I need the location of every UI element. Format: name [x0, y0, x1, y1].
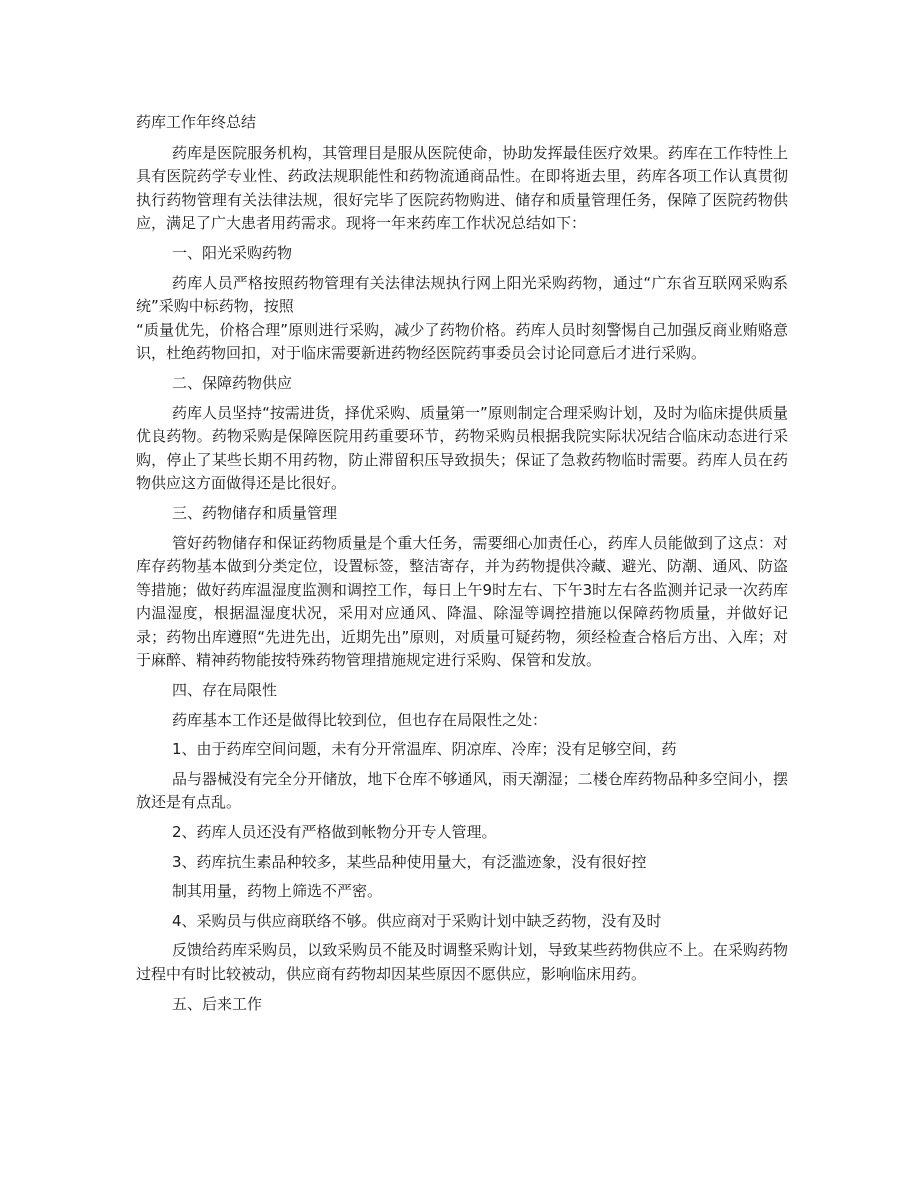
- section-heading-1: 一、阳光采购药物: [172, 243, 293, 262]
- section-4-item-1-cont: 品与器械没有完全分开储放，地下仓库不够通风，雨天潮湿；二楼仓库药物品种多空间小，摆放还是有点乱。: [136, 769, 788, 812]
- section-4-intro: 药库基本工作还是做得比较到位，但也存在局限性之处：: [172, 710, 548, 729]
- section-1-paragraph-2: “质量优先，价格合理”原则进行采购，减少了药物价格。药库人员时刻警惕自己加强反商业贿赂意识，杜绝药物回扣，对于临床需要新进药物经医院药事委员会讨论同意后才进行采购。: [136, 320, 788, 363]
- section-1-paragraph-1: 药库人员严格按照药物管理有关法律法规执行网上阳光采购药物，通过“广东省互联网采购系统”采购中标药物，按照: [136, 273, 788, 316]
- section-4-item-3-cont: 制其用量，药物上筛选不严密。: [172, 882, 383, 901]
- section-4-item-1-start: 1、由于药库空间问题，未有分开常温库、阴凉库、冷库；没有足够空间，药: [172, 740, 677, 759]
- section-4-item-3-start: 3、药库抗生素品种较多，某些品种使用量大，有泛滥迹象，没有很好控: [172, 852, 647, 871]
- section-2-paragraph: 药库人员坚持“按需进货，择优采购、质量第一”原则制定合理采购计划，及时为临床提供质量优良药物。药物采购是保障医院用药重要环节，药物采购员根据我院实际状况结合临床动态进行采购，停止了某些长期不用药物，防止滞留积压导致损失；保证了急救药物临时需要。药库人员在药物供应这方面做得还是比很好。: [136, 403, 788, 493]
- section-4-item-4-cont: 反馈给药库采购员，以致采购员不能及时调整采购计划，导致某些药物供应不上。在采购药物过程中有时比较被动，供应商有药物却因某些原因不愿供应，影响临床用药。: [136, 941, 788, 983]
- intro-paragraph: 药库是医院服务机构，其管理目是服从医院使命，协助发挥最佳医疗效果。药库在工作特性上具有医院药学专业性、药政法规职能性和药物流通商品性。在即将逝去里，药库各项工作认真贯彻执行药物管理有关法律法规，很好完毕了医院药物购进、储存和质量管理任务，保障了医院药物供应，满足了广大患者用药需求。现将一年来药库工作状况总结如下：: [136, 143, 788, 233]
- section-heading-2: 二、保障药物供应: [172, 373, 293, 392]
- section-4-item-4-start: 4、采购员与供应商联络不够。供应商对于采购计划中缺乏药物，没有及时: [172, 911, 662, 930]
- section-heading-4: 四、存在局限性: [172, 681, 278, 700]
- document-body: [136, 111, 788, 1016]
- section-3-paragraph: 管好药物储存和保证药物质量是个重大任务，需要细心加责任心，药库人员能做到了这点：对库存药物基本做到分类定位，设置标签，整洁寄存，并为药物提供冷藏、避光、防潮、通风、防盗等措施；做好药库温湿度监测和调控工作，每日上午9时左右、下午3时左右各监测并记录一次药库内温湿度，根据温湿度状况，采用对应通风、降温、除湿等调控措施以保障药物质量，并做好记录；药物出库遵照“先进先出，近期先出”原则，对质量可疑药物，须经检查合格后方出、入库；对于麻醉、精神药物能按特殊药物管理措施规定进行采购、保管和发放。: [136, 533, 788, 670]
- section-heading-3: 三、药物储存和质量管理: [172, 503, 338, 522]
- document-title: 药库工作年终总结: [136, 113, 257, 131]
- section-heading-5: 五、后来工作: [172, 994, 263, 1013]
- section-4-item-2: 2、药库人员还没有严格做到帐物分开专人管理。: [172, 823, 497, 842]
